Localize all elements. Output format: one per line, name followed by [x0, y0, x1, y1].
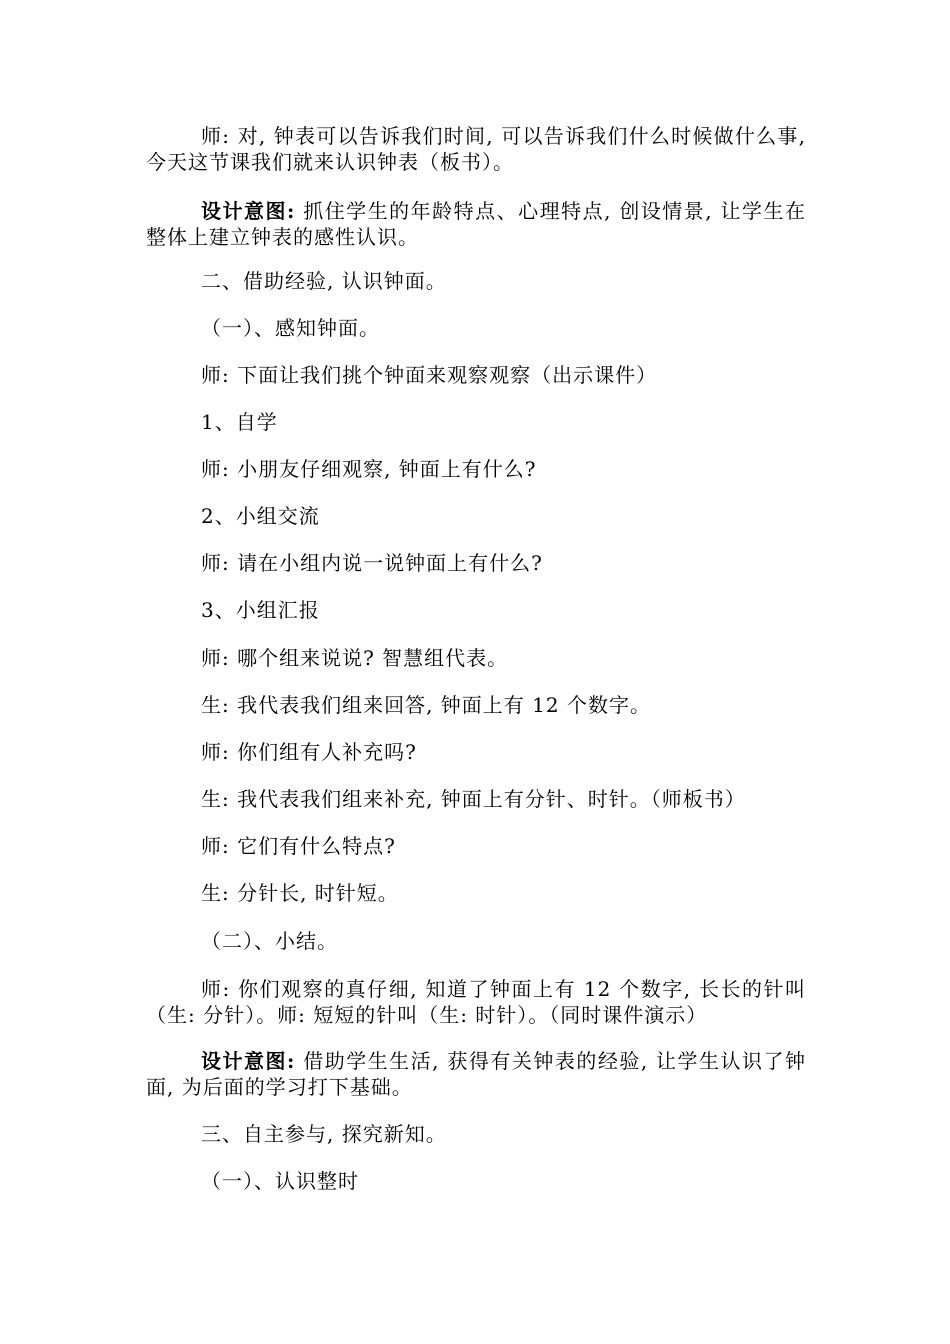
paragraph-text: 1、自学 [201, 410, 278, 434]
dialogue-line [146, 645, 861, 671]
subsection-heading [146, 315, 861, 341]
section-heading [146, 268, 861, 294]
summary-paragraph [146, 976, 806, 1028]
step-heading [146, 409, 861, 435]
design-intent-paragraph [146, 198, 806, 250]
subsection-heading [146, 1168, 861, 1194]
paragraph-text: 2、小组交流 [201, 504, 320, 528]
design-intent-label: 设计意图: [201, 1049, 296, 1073]
paragraph-text: 师: 你们观察的真仔细, 知道了钟面上有 12 个数字, 长长的针叫（生: 分针）。师: 短短的针叫（生: 时针）。（同时课件演示） [146, 977, 806, 1027]
paragraph-text: 师: 它们有什么特点? [201, 834, 396, 858]
paragraph-text: 师: 哪个组来说说? 智慧组代表。 [201, 646, 509, 670]
design-intent-label: 设计意图: [201, 199, 296, 223]
paragraph-text: 二、借助经验, 认识钟面。 [201, 269, 447, 293]
paragraph-text: （一）、认识整时 [201, 1169, 359, 1193]
paragraph-text: 生: 我代表我们组来补充, 钟面上有分针、时针。（师板书） [201, 787, 746, 811]
paragraph-text: 三、自主参与, 探究新知。 [201, 1122, 447, 1146]
paragraph-text: 生: 分针长, 时针短。 [201, 881, 399, 905]
paragraph-text: 师: 你们组有人补充吗? [201, 740, 417, 764]
paragraph-text: 生: 我代表我们组来回答, 钟面上有 12 个数字。 [201, 693, 651, 717]
dialogue-line [146, 550, 861, 576]
paragraph-intro [146, 123, 806, 175]
dialogue-line [146, 739, 861, 765]
dialogue-line [146, 786, 861, 812]
dialogue-line [146, 692, 861, 718]
subsection-heading [146, 928, 861, 954]
paragraph-text: 师: 对, 钟表可以告诉我们时间, 可以告诉我们什么时候做什么事, 今天这节课我们就来认识钟表（板书）。 [146, 124, 806, 174]
dialogue-line [146, 833, 861, 859]
paragraph-text: 师: 下面让我们挑个钟面来观察观察（出示课件） [201, 363, 658, 387]
step-heading [146, 597, 861, 623]
dialogue-line [146, 456, 861, 482]
paragraph-text: （一）、感知钟面。 [201, 316, 380, 340]
paragraph-text: （二）、小结。 [201, 929, 338, 953]
paragraph-text: 3、小组汇报 [201, 598, 320, 622]
design-intent-paragraph [146, 1048, 806, 1100]
section-heading [146, 1121, 861, 1147]
dialogue-line [146, 880, 861, 906]
paragraph-text: 抓住学生的年龄特点、心理特点, 创设情景, 让学生在整体上建立钟表的感性认识。 [146, 199, 806, 249]
paragraph-text: 师: 请在小组内说一说钟面上有什么? [201, 551, 543, 575]
paragraph-text: 师: 小朋友仔细观察, 钟面上有什么? [201, 457, 537, 481]
step-heading [146, 503, 861, 529]
paragraph-text: 借助学生生活, 获得有关钟表的经验, 让学生认识了钟面, 为后面的学习打下基础。 [146, 1049, 806, 1099]
dialogue-line [146, 362, 861, 388]
